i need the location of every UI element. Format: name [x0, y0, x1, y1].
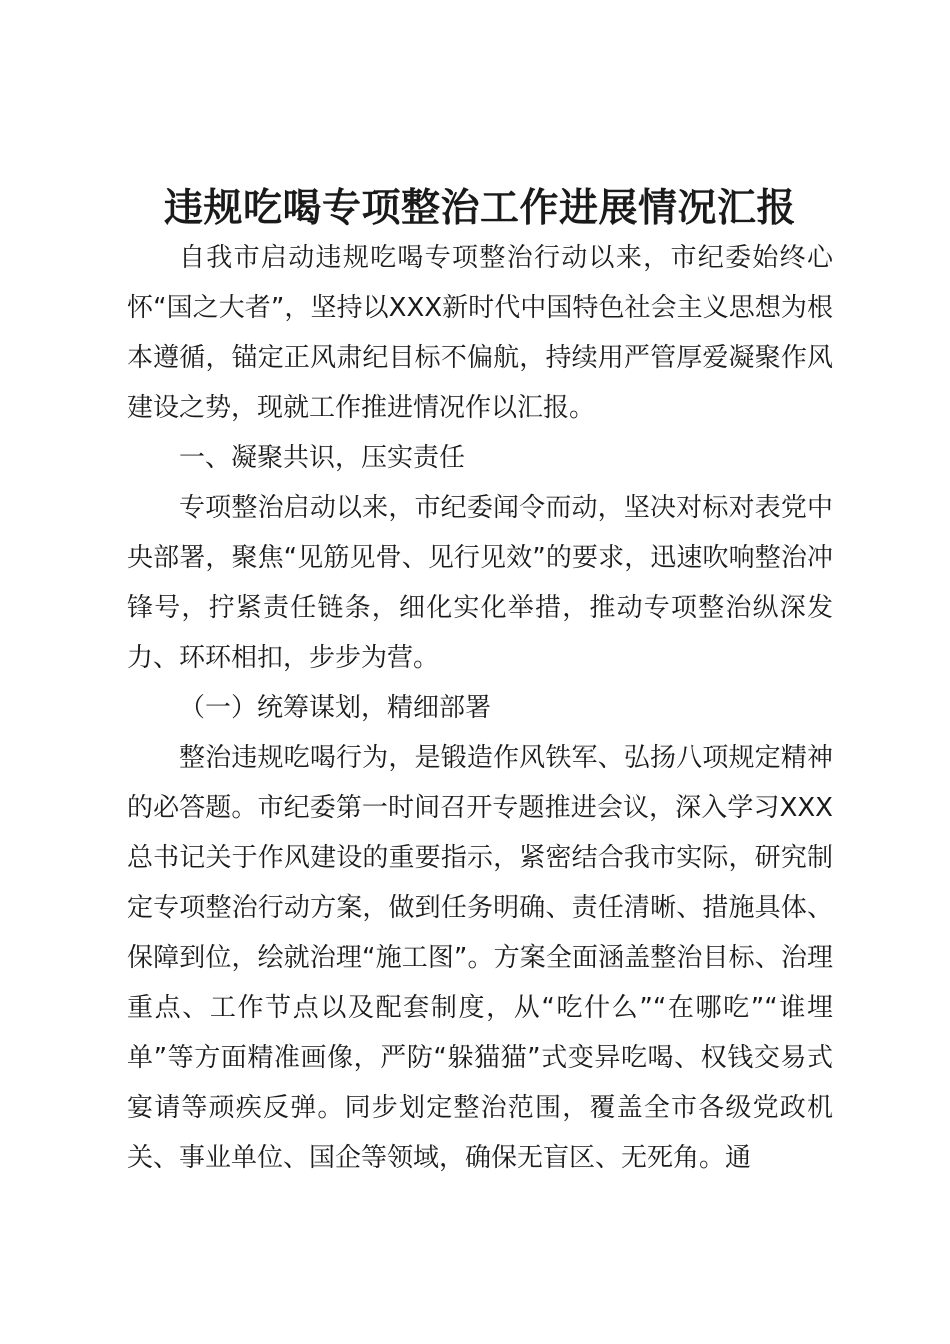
section-paragraph-1: 专项整治启动以来，市纪委闻令而动，坚决对标对表党中央部署，聚焦“见筋见骨、见行见效”的要求，迅速吹响整治冲锋号，拧紧责任链条，细化实化举措，推动专项整治纵深发力、环环相扣，步步为营。: [127, 493, 833, 673]
section-heading-1: 一、凝聚共识，压实责任: [179, 443, 466, 473]
subsection-paragraph-1: 整治违规吃喝行为，是锻造作风铁军、弘扬八项规定精神的必答题。市纪委第一时间召开专题推进会议，深入学习XXX总书记关于作风建设的重要指示，紧密结合我市实际，研究制定专项整治行动方案，做到任务明确、责任清晰、措施具体、保障到位，绘就治理“施工图”。方案全面涵盖整治目标、治理重点、工作节点以及配套制度，从“吃什么”“在哪吃”“谁埋单”等方面精准画像，严防“躲猫猫”式变异吃喝、权钱交易式宴请等顽疾反弹。同步划定整治范围，覆盖全市各级党政机关、事业单位、国企等领域，确保无盲区、无死角。通: [127, 743, 833, 1173]
intro-paragraph: 自我市启动违规吃喝专项整治行动以来，市纪委始终心怀“国之大者”，坚持以XXX新时代中国特色社会主义思想为根本遵循，锚定正风肃纪目标不偏航，持续用严管厚爱凝聚作风建设之势，现就工作推进情况作以汇报。: [127, 243, 833, 423]
document-page: [127, 183, 833, 1183]
document-title: 违规吃喝专项整治工作进展情况汇报: [163, 185, 796, 231]
subsection-heading-1: （一）统筹谋划，精细部署: [179, 693, 492, 723]
